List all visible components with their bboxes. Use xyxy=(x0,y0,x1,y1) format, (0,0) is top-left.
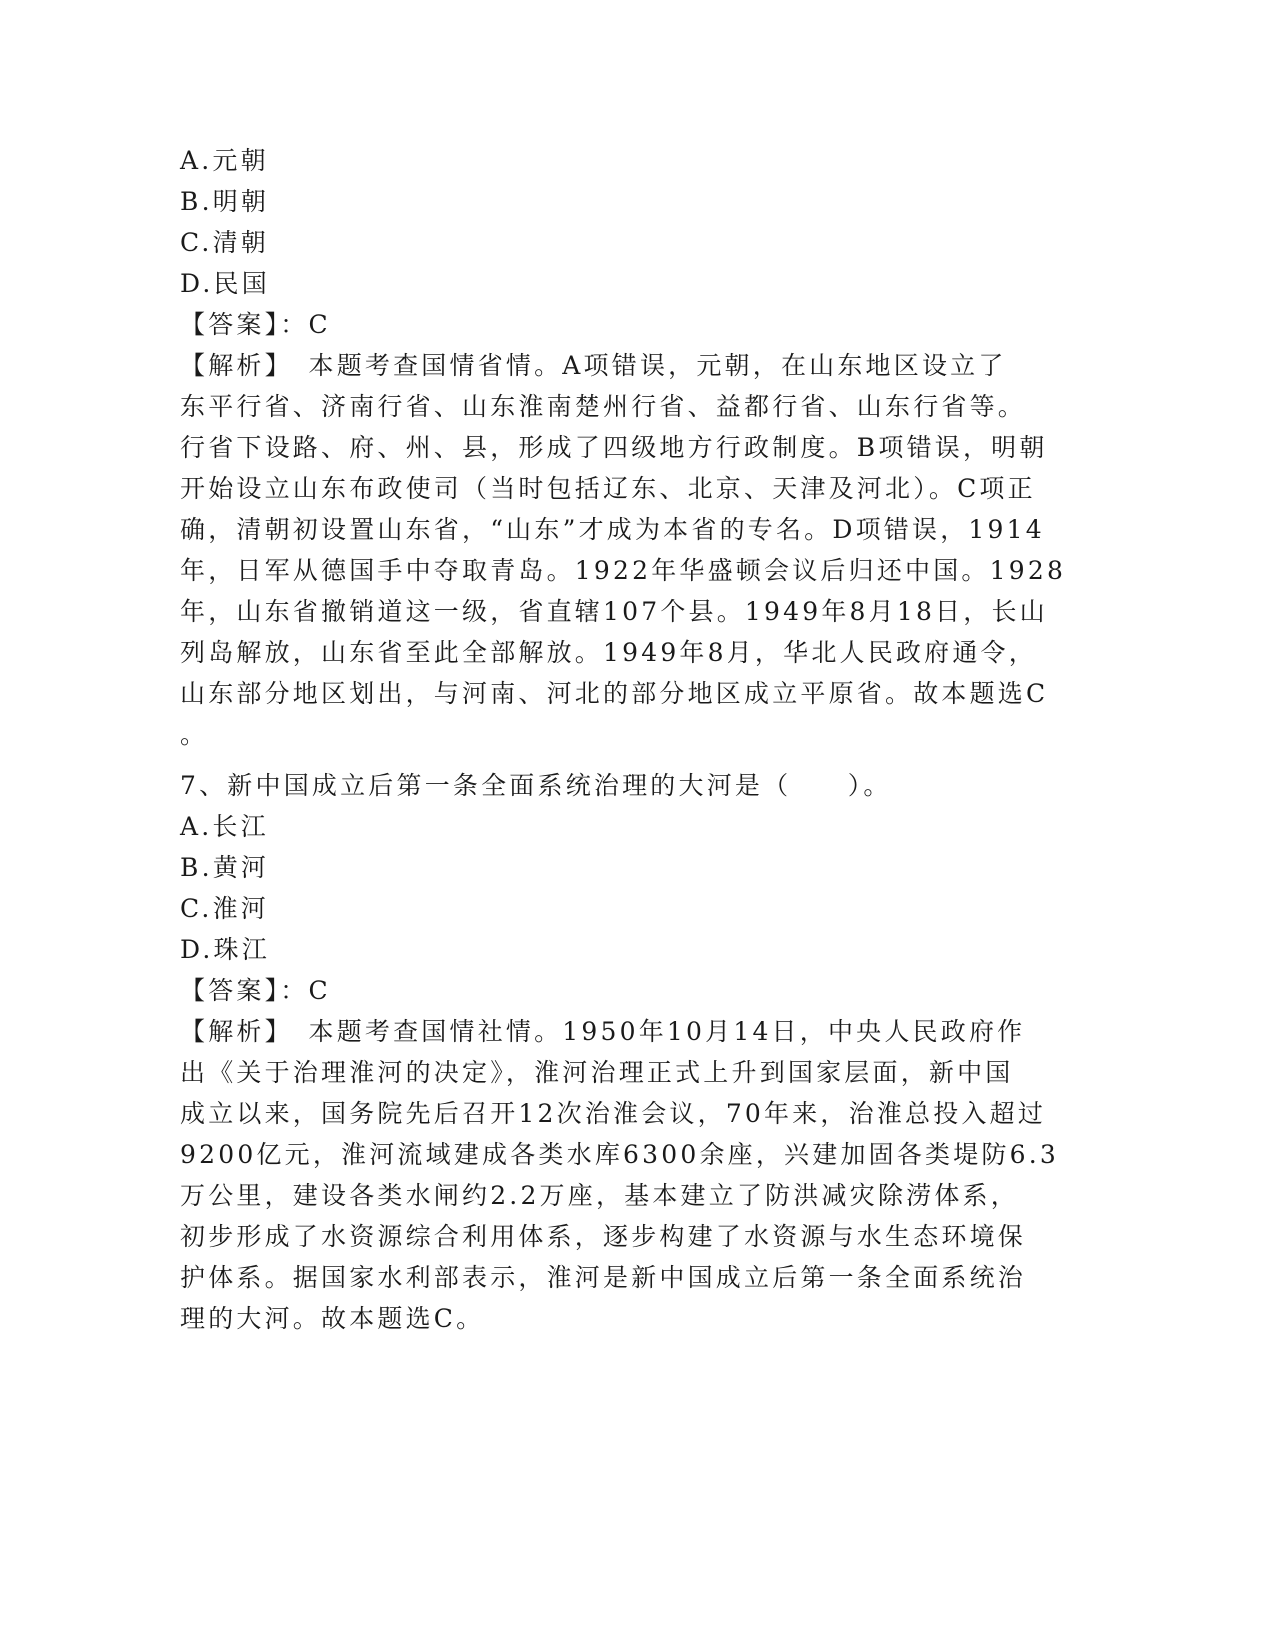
q7-answer: 【答案】：C xyxy=(180,976,331,1005)
q6-analysis-line: 山东部分地区划出，与河南、河北的部分地区成立平原省。故本题选C xyxy=(180,679,1049,708)
question-gap xyxy=(180,755,1040,765)
q6-analysis-line: 年，山东省撤销道这一级，省直辖107个县。1949年8月18日，长山 xyxy=(180,597,1048,626)
q6-option-a: A.元朝 xyxy=(180,146,269,175)
q6-analysis-line: 确，清朝初设置山东省，“山东”才成为本省的专名。D项错误，1914 xyxy=(180,515,1045,544)
q7-analysis-line: 9200亿元，淮河流域建成各类水库6300余座，兴建加固各类堤防6.3 xyxy=(180,1140,1060,1169)
q6-analysis-line: 行省下设路、府、州、县，形成了四级地方行政制度。B项错误，明朝 xyxy=(180,433,1048,462)
q6-analysis-line: 东平行省、济南行省、山东淮南楚州行省、益都行省、山东行省等。 xyxy=(180,392,1027,421)
q7-analysis-line: 【解析】 本题考查国情社情。1950年10月14日，中央人民政府作 xyxy=(180,1017,1026,1046)
q7-analysis-line: 初步形成了水资源综合利用体系，逐步构建了水资源与水生态环境保 xyxy=(180,1222,1027,1251)
q6-analysis-line: 。 xyxy=(180,720,209,749)
q6-answer: 【答案】：C xyxy=(180,310,331,339)
q6-option-b: B.明朝 xyxy=(180,187,270,216)
q7-analysis-line: 成立以来，国务院先后召开12次治淮会议，70年来，治淮总投入超过 xyxy=(180,1099,1047,1128)
q6-analysis-line: 开始设立山东布政使司（当时包括辽东、北京、天津及河北）。C项正 xyxy=(180,474,1036,503)
q6-analysis-line: 年，日军从德国手中夺取青岛。1922年华盛顿会议后归还中国。1928 xyxy=(180,556,1067,585)
q7-analysis-line: 万公里，建设各类水闸约2.2万座，基本建立了防洪减灾除涝体系， xyxy=(180,1181,1019,1210)
q7-option-d: D.珠江 xyxy=(180,935,270,964)
q6-analysis-line: 【解析】 本题考查国情省情。A项错误，元朝，在山东地区设立了 xyxy=(180,351,1007,380)
q6-option-d: D.民国 xyxy=(180,269,270,298)
q7-option-a: A.长江 xyxy=(180,812,269,841)
q7-analysis-line: 理的大河。故本题选C。 xyxy=(180,1304,485,1333)
q7-option-b: B.黄河 xyxy=(180,853,270,882)
q7-analysis-line: 出《关于治理淮河的决定》，淮河治理正式上升到国家层面，新中国 xyxy=(180,1058,1014,1087)
q7-analysis-line: 护体系。据国家水利部表示，淮河是新中国成立后第一条全面系统治 xyxy=(180,1263,1027,1292)
q6-analysis-line: 列岛解放，山东省至此全部解放。1949年8月，华北人民政府通令， xyxy=(180,638,1037,667)
document-content xyxy=(180,140,1067,1339)
q6-option-c: C.清朝 xyxy=(180,228,269,257)
q7-option-c: C.淮河 xyxy=(180,894,269,923)
q7-question: 7、新中国成立后第一条全面系统治理的大河是（ ）。 xyxy=(180,771,892,800)
